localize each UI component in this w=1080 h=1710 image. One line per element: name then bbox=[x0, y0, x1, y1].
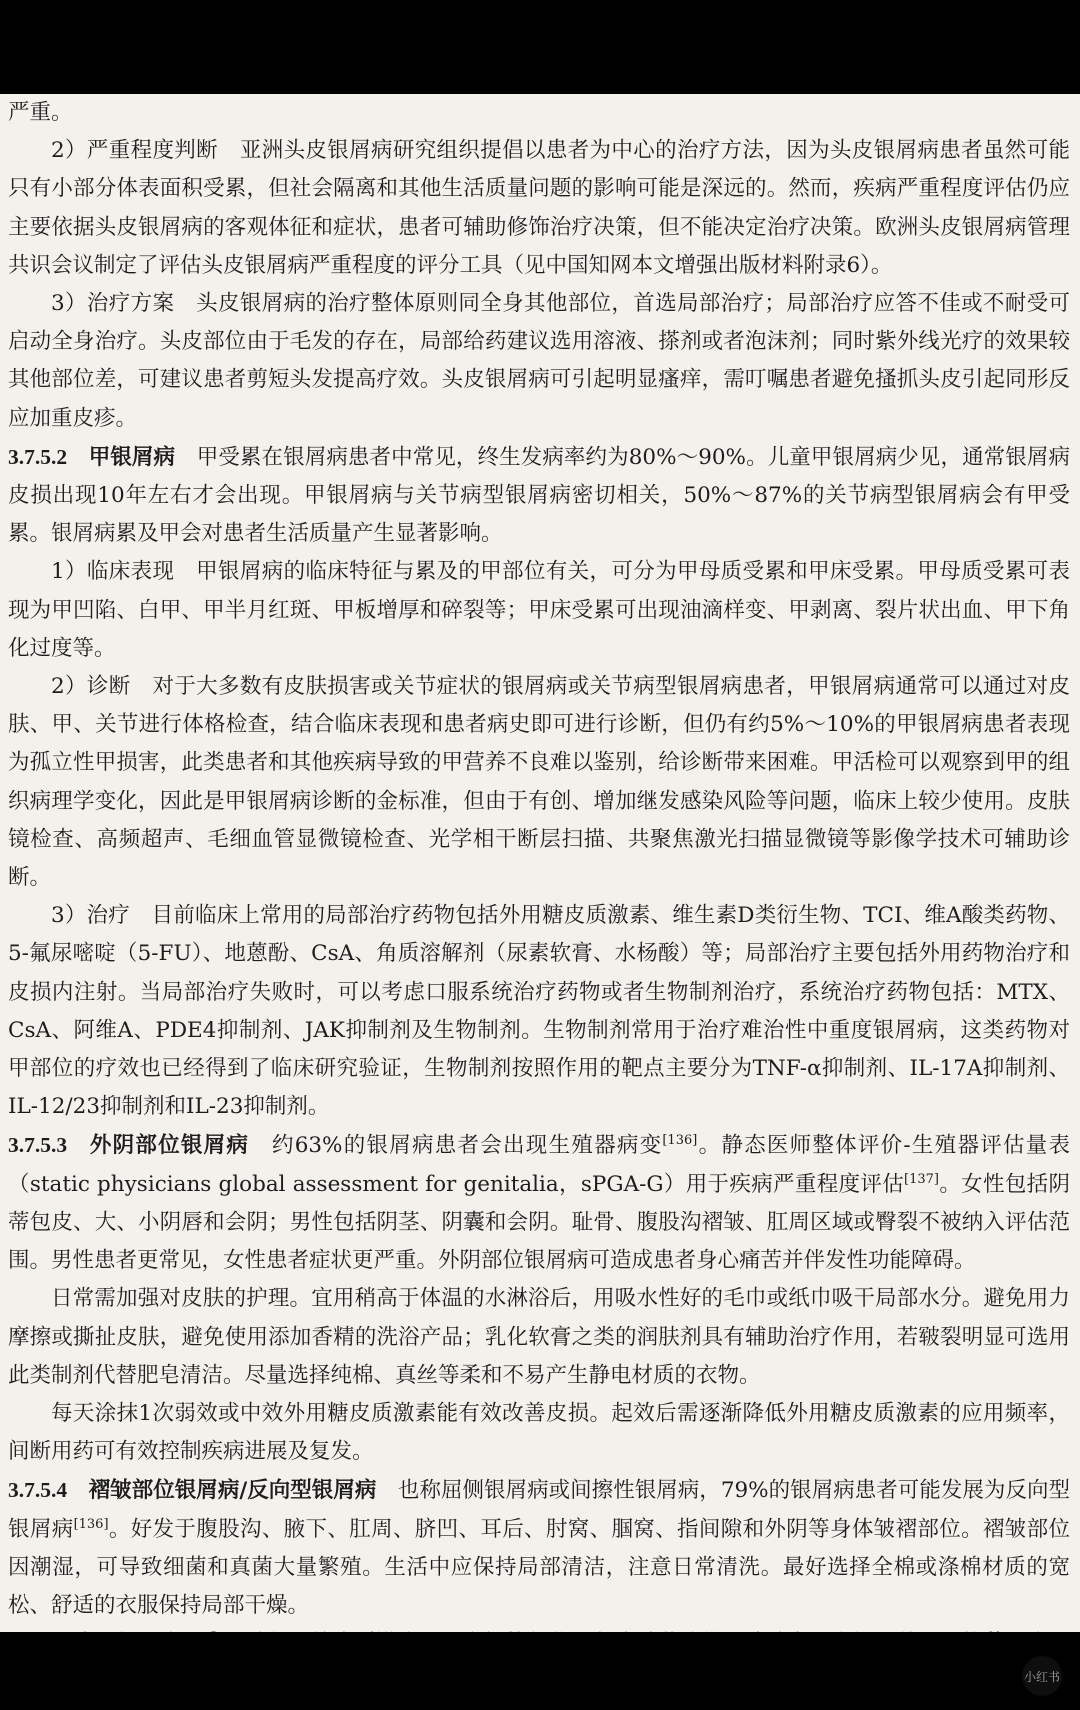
paragraph-text: 亚洲头皮银屑病研究组织提倡以患者为中心的治疗方法，因为头皮银屑病患者虽然可能只有小部分体表面积受累，但社会隔离和其他生活质量问题的影响可能是深远的。然而，疾病严重程度评估仍应主要依据头皮银屑病的客观体征和症状，患者可辅助修饰治疗决策，但不能决定治疗决策。欧洲头皮银屑病管理共识会议制定了评估头皮银屑病严重程度的评分工具（见中国知网本文增强出版材料附录6）。 bbox=[8, 138, 1070, 278]
paragraph-clinical bbox=[8, 553, 1070, 668]
paragraph-text: 对于大多数有皮肤损害或关节症状的银屑病或关节病型银屑病患者，甲银屑病通常可以通过对皮肤、甲、关节进行体格检查，结合临床表现和患者病史即可进行诊断，但仍有约5%～10%的甲银屑病患者表现为孤立性甲损害，此类患者和其他疾病导致的甲营养不良难以鉴别，给诊断带来困难。甲活检可以观察到甲的组织病理学变化，因此是甲银屑病诊断的金标准，但由于有创、增加继发感染风险等问题，临床上较少使用。皮肤镜检查、高频超声、毛细血管显微镜检查、光学相干断层扫描、共聚焦激光扫描显微镜等影像学技术可辅助诊断。 bbox=[8, 674, 1070, 891]
section-genital-psoriasis bbox=[8, 1126, 1070, 1280]
item-label: 2）严重程度判断 bbox=[51, 138, 219, 164]
paragraph-severity bbox=[8, 132, 1070, 285]
item-label: 1）临床表现 bbox=[51, 559, 175, 585]
watermark-logo: 小红书 bbox=[1022, 1656, 1062, 1696]
bottom-letterbox bbox=[0, 1632, 1080, 1710]
paragraph-text: 甲银屑病的临床特征与累及的甲部位有关，可分为甲母质受累和甲床受累。甲母质受累可表现为甲凹陷、白甲、甲半月红斑、甲板增厚和碎裂等；甲床受累可出现油滴样变、甲剥离、裂片状出血、甲下角化过度等。 bbox=[8, 559, 1070, 661]
paragraph-text: 。静态医师整体评价-生殖器评估量表（static physicians global assessment for genitalia，sPGA-G）用于疾病严重程度评估 bbox=[8, 1133, 1070, 1197]
paragraph-diagnosis bbox=[8, 668, 1070, 897]
paragraph-first-line bbox=[8, 1625, 1070, 1632]
paragraph-text: 日常需加强对皮肤的护理。宜用稍高于体温的水淋浴后，用吸水性好的毛巾或纸巾吸干局部水分。避免用力摩擦或撕扯皮肤，避免使用添加香精的洗浴产品；乳化软膏之类的润肤剂具有辅助治疗作用，若皲裂明显可选用此类制剂代替肥皂清洁。尽量选择纯棉、真丝等柔和不易产生静电材质的衣物。 bbox=[8, 1286, 1070, 1388]
paragraph-text: 。好发于腹股沟、腋下、肛周、脐凹、耳后、肘窝、腘窝、指间隙和外阴等身体皱褶部位。褶皱部位因潮湿，可导致细菌和真菌大量繁殖。生活中应保持局部清洁，注意日常清洗。最好选择全棉或涤棉材质的宽松、舒适的衣服保持局部干燥。 bbox=[8, 1516, 1070, 1618]
document-page bbox=[0, 94, 1080, 1632]
section-nail-psoriasis bbox=[8, 438, 1070, 554]
paragraph-steroid bbox=[8, 1395, 1070, 1471]
paragraph-text: 约63%的银屑病患者会出现生殖器病变 bbox=[270, 1133, 663, 1159]
paragraph-text: 严重。 bbox=[8, 100, 73, 125]
section-number: 3.7.5.3 bbox=[8, 1133, 68, 1158]
paragraph-continuation bbox=[8, 94, 1070, 132]
citation: [137] bbox=[904, 1171, 939, 1187]
section-number: 3.7.5.4 bbox=[8, 1478, 68, 1503]
section-inverse-psoriasis bbox=[8, 1471, 1070, 1625]
document-body bbox=[8, 94, 1070, 1632]
paragraph-text: 。女性包括阴蒂包皮、大、小阴唇和会阴；男性包括阴茎、阴囊和会阴。耻骨、腹股沟褶皱、肛周区域或臀裂不被纳入评估范围。男性患者更常见，女性患者症状更严重。外阴部位银屑病可造成患者身心痛苦并伴发性功能障碍。 bbox=[8, 1171, 1070, 1274]
paragraph-text: 甲受累在银屑病患者中常见，终生发病率约为80%～90%。儿童甲银屑病少见，通常银屑病皮损出现10年左右才会出现。甲银屑病与关节病型银屑病密切相关，50%～87%的关节病型银屑病会有甲受累。银屑病累及甲会对患者生活质量产生显著影响。 bbox=[8, 444, 1070, 547]
item-label: 3）治疗方案 bbox=[51, 291, 175, 317]
item-label: 3）治疗 bbox=[51, 903, 130, 929]
citation: [136] bbox=[73, 1516, 109, 1532]
section-title: 外阴部位银屑病 bbox=[88, 1133, 250, 1159]
section-title: 甲银屑病 bbox=[88, 444, 176, 470]
paragraph-nail-treatment bbox=[8, 897, 1070, 1126]
paragraph-text: 目前临床上常用的局部治疗药物包括外用糖皮质激素、维生素D类衍生物、TCI、维A酸类药物、5-氟尿嘧啶（5-FU）、地蒽酚、CsA、角质溶解剂（尿素软膏、水杨酸）等；局部治疗主要包括外用药物治疗和皮损内注射。当局部治疗失败时，可以考虑口服系统治疗药物或者生物制剂治疗，系统治疗药物包括：MTX、CsA、阿维A、PDE4抑制剂、JAK抑制剂及生物制剂。生物制剂常用于治疗难治性中重度银屑病，这类药物对甲部位的疗效也已经得到了临床研究验证，生物制剂按照作用的靶点主要分为TNF-α抑制剂、IL-17A抑制剂、IL-12/23抑制剂和IL-23抑制剂。 bbox=[8, 903, 1070, 1120]
citation: [136] bbox=[662, 1133, 698, 1149]
paragraph-text: 头皮银屑病的治疗整体原则同全身其他部位，首选局部治疗；局部治疗应答不佳或不耐受可启动全身治疗。头皮部位由于毛发的存在，局部给药建议选用溶液、搽剂或者泡沫剂；同时紫外线光疗的效果较其他部位差，可建议患者剪短头发提高疗效。头皮银屑病可引起明显瘙痒，需叮嘱患者避免搔抓头皮引起同形反应加重皮疹。 bbox=[8, 291, 1070, 431]
paragraph-treatment-plan bbox=[8, 285, 1070, 438]
section-number: 3.7.5.2 bbox=[8, 444, 68, 469]
paragraph-text: 也称屈侧银屑病或间擦性银屑病，79%的银屑病患者可能发展为反向型银屑病 bbox=[8, 1478, 1070, 1542]
paragraph-text: 每天涂抹1次弱效或中效外用糖皮质激素能有效改善皮损。起效后需逐渐降低外用糖皮质激素的应用频率，间断用药可有效控制疾病进展及复发。 bbox=[8, 1400, 1070, 1465]
item-label: 2）诊断 bbox=[51, 674, 131, 700]
paragraph-skin-care bbox=[8, 1280, 1070, 1395]
section-title: 褶皱部位银屑病/反向型银屑病 bbox=[88, 1478, 377, 1504]
